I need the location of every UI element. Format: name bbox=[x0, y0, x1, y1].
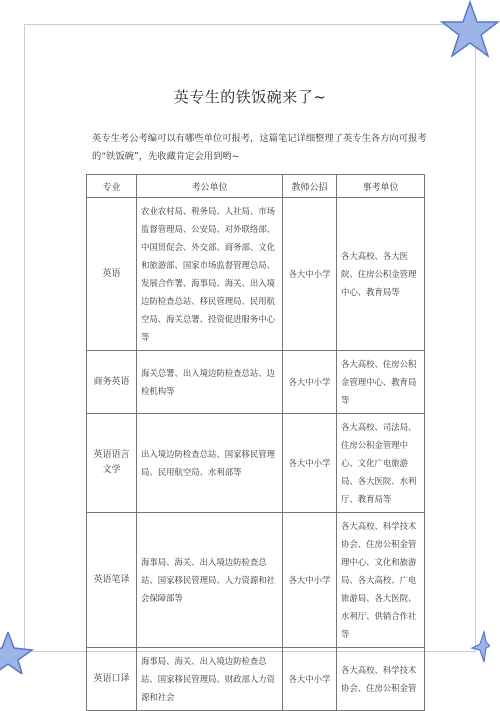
table-row bbox=[87, 513, 425, 648]
cell-civil: 海关总署、出入境边防检查总站、边检机构等 bbox=[137, 351, 283, 414]
cell-institution: 各大高校、各大医院、住房公积金管理中心、教育局等 bbox=[337, 198, 425, 351]
cell-civil: 农业农村局、税务局、人社局、市场监督管理局、公安局、对外联络部、中国贸促会、外交部、商务部、文化和旅游部、国家市场监督管理总局、发展合作署、海事局、海关、出入境边防检查总站、移民管理局、民用航空局、海关总署、投资促进服务中心等 bbox=[137, 198, 283, 351]
cell-teacher: 各大中小学 bbox=[283, 198, 337, 351]
table-row bbox=[87, 198, 425, 351]
table-row bbox=[87, 648, 425, 711]
cell-institution: 各大高校、科学技术协会、住房公积金管理中心、文化和旅游局、各大高校、广电旅游局、各大医院、水利厅、供销合作社等 bbox=[337, 513, 425, 648]
career-table bbox=[86, 174, 425, 711]
cell-institution: 各大高校、科学技术协会、住房公积金管 bbox=[337, 648, 425, 711]
cell-major: 英语笔译 bbox=[87, 513, 137, 648]
cell-civil: 出入境边防检查总站、国家移民管理局、民用航空局、水利部等 bbox=[137, 414, 283, 513]
cell-institution: 各大高校、住房公积金管理中心、教育局等 bbox=[337, 351, 425, 414]
cell-institution: 各大高校、司法局、住房公积金管理中心、文化广电旅游局、各大医院、水利厅、教育局等 bbox=[337, 414, 425, 513]
table-row bbox=[87, 351, 425, 414]
cell-teacher: 各大中小学 bbox=[283, 351, 337, 414]
intro-paragraph: 英专生考公考编可以有哪些单位可报考，这篇笔记详细整理了英专生各方向可报考的“铁饭碗”，先收藏肯定会用到哟~ bbox=[92, 133, 427, 162]
cell-teacher: 各大中小学 bbox=[283, 648, 337, 711]
table-row bbox=[87, 414, 425, 513]
header-major: 专业 bbox=[87, 175, 137, 198]
star-icon bbox=[440, 0, 500, 60]
cell-teacher: 各大中小学 bbox=[283, 414, 337, 513]
header-civil: 考公单位 bbox=[137, 175, 283, 198]
cell-civil: 海事局、海关、出入境边防检查总站、国家移民管理局、财政部人力资源和社会 bbox=[137, 648, 283, 711]
header-institution: 事考单位 bbox=[337, 175, 425, 198]
cell-major: 英语语言文学 bbox=[87, 414, 137, 513]
star-icon bbox=[0, 632, 36, 674]
page-title: 英专生的铁饭碗来了~ bbox=[173, 88, 327, 106]
header-teacher: 教师公招 bbox=[283, 175, 337, 198]
cell-major: 商务英语 bbox=[87, 351, 137, 414]
cell-teacher: 各大中小学 bbox=[283, 513, 337, 648]
table-header-row bbox=[87, 175, 425, 198]
cell-major: 英语口译 bbox=[87, 648, 137, 711]
star-icon bbox=[456, 628, 490, 662]
cell-major: 英语 bbox=[87, 198, 137, 351]
cell-civil: 海事局、海关、出入境边防检查总站、国家移民管理局、人力资源和社会保障部等 bbox=[137, 513, 283, 648]
